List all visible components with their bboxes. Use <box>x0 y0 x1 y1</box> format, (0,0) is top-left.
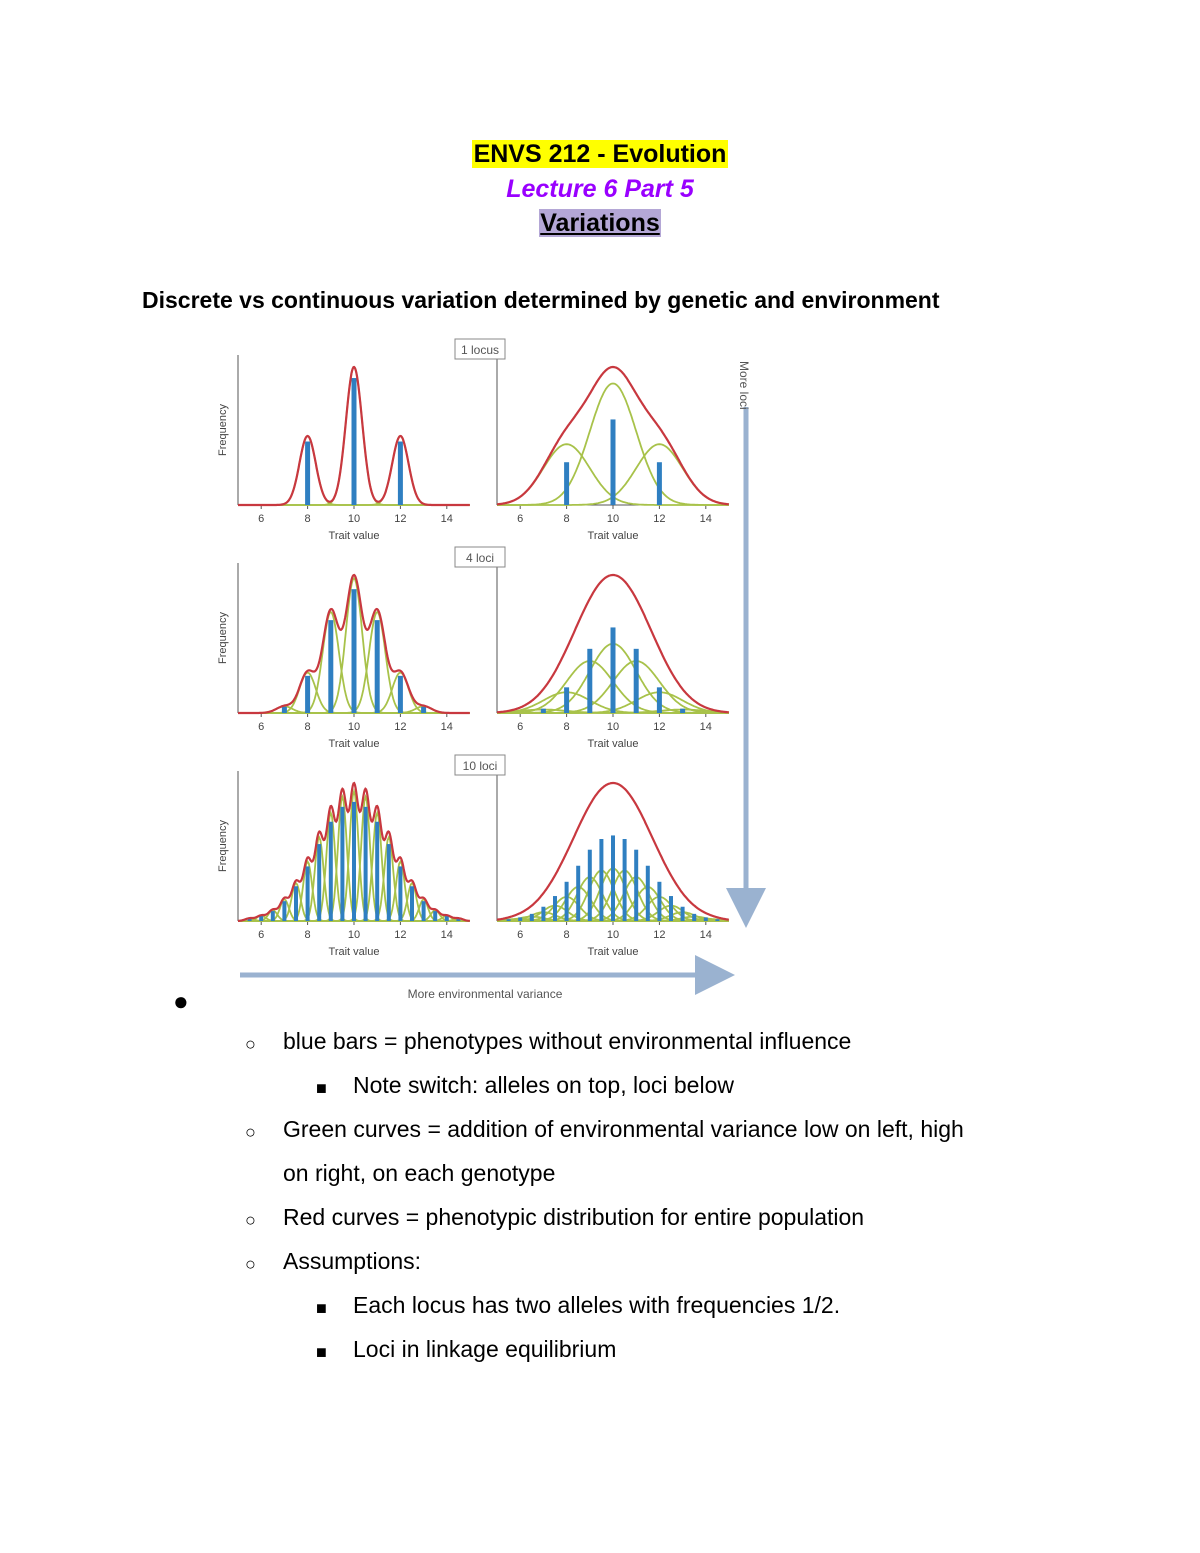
x-axis-label: Trait value <box>328 738 380 750</box>
x-tick-label: 8 <box>563 513 570 525</box>
genotype-bar <box>576 866 580 921</box>
genotype-bar <box>611 835 615 921</box>
genotype-bar <box>329 822 333 921</box>
environmental-variance-label: More environmental variance <box>407 987 563 1001</box>
genotype-bar <box>565 882 569 921</box>
genotype-bar <box>328 620 333 713</box>
section-title: Variations <box>540 209 660 237</box>
genotype-bar <box>410 886 414 921</box>
bullet-note-switch: Note switch: alleles on top, loci below <box>353 1072 734 1098</box>
x-tick-label: 6 <box>517 721 524 733</box>
x-tick-label: 14 <box>699 721 712 733</box>
bullet-assumptions: Assumptions: <box>283 1248 422 1274</box>
x-tick-label: 12 <box>653 721 666 733</box>
section-heading: Discrete vs continuous variation determined by genetic and environment <box>142 287 940 313</box>
y-axis-label: Frequency <box>217 820 229 872</box>
genotype-bar <box>340 807 344 921</box>
x-tick-label: 12 <box>394 513 407 525</box>
genotype-bar <box>305 676 310 713</box>
level2-bullet: ○ <box>245 1254 256 1274</box>
genotype-bar <box>352 378 357 505</box>
level2-bullet: ○ <box>245 1210 256 1230</box>
level1-bullet: ● <box>173 986 189 1016</box>
x-axis-label: Trait value <box>587 738 639 750</box>
genotype-bar <box>433 911 437 921</box>
genotype-bar <box>669 896 673 921</box>
genotype-bar <box>507 919 511 921</box>
genotype-bar <box>588 850 592 921</box>
x-tick-label: 8 <box>304 929 311 941</box>
bullet-green-curves-continued: on right, on each genotype <box>283 1160 556 1186</box>
bullet-green-curves: Green curves = addition of environmental variance low on left, high <box>283 1116 964 1142</box>
level3-bullet: ■ <box>316 1078 327 1098</box>
genotype-bar <box>541 907 545 921</box>
genotype-bar <box>681 907 685 921</box>
genotype-bar <box>271 911 275 921</box>
bullet-red-curves: Red curves = phenotypic distribution for entire population <box>283 1204 865 1230</box>
x-axis-label: Trait value <box>587 530 639 542</box>
genotype-bar <box>364 807 368 921</box>
x-tick-label: 10 <box>347 721 361 733</box>
bullet-assumption-alleles: Each locus has two alleles with frequencies 1/2. <box>353 1292 841 1318</box>
genotype-bar <box>398 442 403 505</box>
genotype-bar <box>375 822 379 921</box>
svg-text:1 locus: 1 locus <box>460 343 500 357</box>
x-tick-label: 14 <box>699 929 712 941</box>
genotype-bar <box>421 707 426 713</box>
x-tick-label: 10 <box>606 929 620 941</box>
genotype-bar <box>634 850 638 921</box>
genotype-bar <box>352 589 357 713</box>
x-tick-label: 6 <box>258 513 265 525</box>
genotype-bar <box>387 844 391 921</box>
x-tick-label: 14 <box>440 513 453 525</box>
x-tick-label: 10 <box>606 513 620 525</box>
lecture-subtitle: Lecture 6 Part 5 <box>506 175 694 203</box>
genotype-bar <box>398 866 402 921</box>
x-axis-label: Trait value <box>328 946 380 958</box>
genotype-bar <box>564 687 569 713</box>
genotype-bar <box>553 896 557 921</box>
more-loci-label: More loci <box>737 361 751 410</box>
svg-text:10 loci: 10 loci <box>462 759 498 773</box>
genotype-bar <box>375 620 380 713</box>
x-tick-label: 6 <box>517 929 524 941</box>
panel-label-10-loci <box>455 755 505 775</box>
y-axis-label: Frequency <box>217 612 229 664</box>
x-tick-label: 6 <box>258 929 265 941</box>
level2-bullet: ○ <box>245 1034 256 1054</box>
genotype-bar <box>282 901 286 921</box>
genotype-bar <box>282 707 287 713</box>
genotype-bar <box>599 839 603 921</box>
x-axis-label: Trait value <box>587 946 639 958</box>
course-title: ENVS 212 - Evolution <box>473 140 727 168</box>
genotype-bar <box>657 882 661 921</box>
x-tick-label: 12 <box>653 929 666 941</box>
x-tick-label: 8 <box>563 721 570 733</box>
x-tick-label: 12 <box>394 721 407 733</box>
x-tick-label: 14 <box>440 721 453 733</box>
genotype-bar <box>294 886 298 921</box>
x-tick-label: 10 <box>347 929 361 941</box>
genotype-bar <box>445 916 449 921</box>
x-tick-label: 14 <box>699 513 712 525</box>
genotype-bar <box>541 709 546 713</box>
x-tick-label: 6 <box>517 513 524 525</box>
genotype-bar <box>259 916 263 921</box>
genotype-bar <box>398 676 403 713</box>
genotype-bar <box>646 866 650 921</box>
level3-bullet: ■ <box>316 1342 327 1362</box>
genotype-bar <box>352 802 356 921</box>
genotype-bar <box>692 914 696 921</box>
genotype-bar <box>634 649 639 713</box>
y-axis-label: Frequency <box>217 404 229 456</box>
x-tick-label: 12 <box>394 929 407 941</box>
genotype-bar <box>657 462 662 505</box>
x-axis-label: Trait value <box>328 530 380 542</box>
genotype-bar <box>611 419 616 505</box>
x-tick-label: 12 <box>653 513 666 525</box>
svg-text:4 loci: 4 loci <box>465 551 495 565</box>
genotype-bar <box>518 917 522 921</box>
genotype-bar <box>317 844 321 921</box>
genotype-bar <box>587 649 592 713</box>
genotype-bar <box>680 709 685 713</box>
genotype-bar <box>530 914 534 921</box>
genotype-bar <box>564 462 569 505</box>
panel-label-4-loci <box>455 547 505 567</box>
genotype-bar <box>657 687 662 713</box>
bullet-assumption-linkage: Loci in linkage equilibrium <box>353 1336 617 1362</box>
genotype-bar <box>704 917 708 921</box>
variation-figure <box>200 335 770 1003</box>
genotype-bar <box>623 839 627 921</box>
genotype-bar <box>715 919 719 921</box>
x-tick-label: 10 <box>606 721 620 733</box>
bullet-blue-bars: blue bars = phenotypes without environmental influence <box>283 1028 852 1054</box>
genotype-bar <box>306 866 310 921</box>
level2-bullet: ○ <box>245 1122 256 1142</box>
x-tick-label: 14 <box>440 929 453 941</box>
level3-bullet: ■ <box>316 1298 327 1318</box>
genotype-bar <box>611 627 616 713</box>
x-tick-label: 8 <box>563 929 570 941</box>
x-tick-label: 8 <box>304 721 311 733</box>
genotype-bar <box>422 901 426 921</box>
x-tick-label: 8 <box>304 513 311 525</box>
x-tick-label: 6 <box>258 721 265 733</box>
genotype-bar <box>305 442 310 505</box>
x-tick-label: 10 <box>347 513 361 525</box>
panel-label-1-locus <box>455 339 505 359</box>
